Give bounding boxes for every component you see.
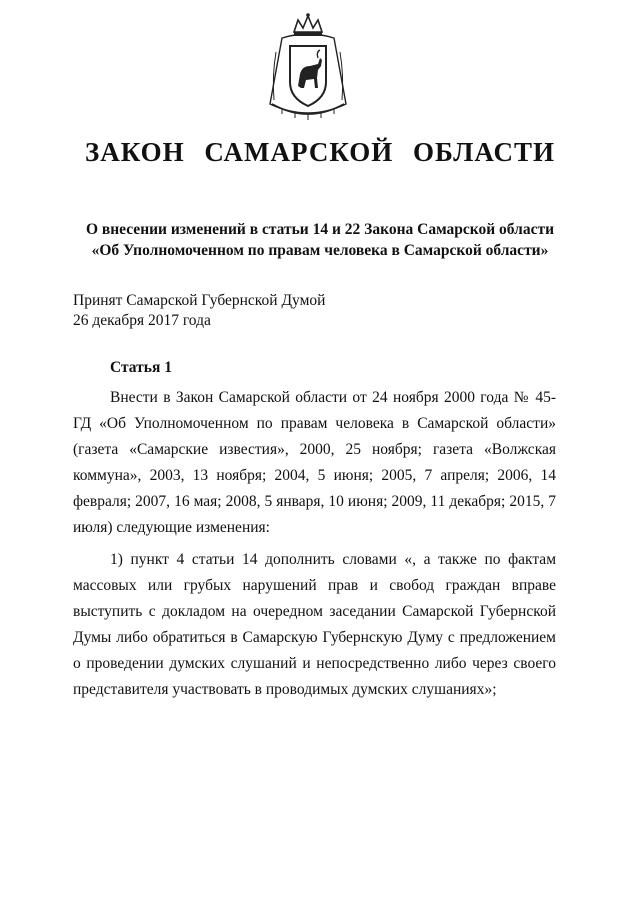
- subtitle-line-2: «Об Уполномоченном по правам человека в Самарской области»: [91, 242, 549, 259]
- law-subtitle: [60, 219, 580, 261]
- paragraph-1: Внести в Закон Самарской области от 24 ноября 2000 года № 45-ГД «Об Уполномоченном по правам человека в Самарской области» (газета «Самарские известия», 2000, 25 ноября; газета «Волжская коммуна», 2003, 13 ноября; 2004, 5 июня; 2005, 7 апреля; 2006, 14 февраля; 2007, 16 мая; 2008, 5 января, 10 июня; 2009, 11 декабря; 2015, 7 июля) следующие изменения:: [73, 389, 556, 536]
- law-title: ЗАКОН САМАРСКОЙ ОБЛАСТИ: [85, 137, 555, 167]
- adopted-by: Принят Самарской Губернской Думой: [73, 292, 326, 309]
- samara-coat-of-arms-icon: [262, 12, 354, 124]
- paragraph-2: 1) пункт 4 статьи 14 дополнить словами «, а также по фактам массовых или грубых нарушений прав и свобод граждан вправе выступить с докладом на очередном заседании Самарской Губернской Думы либо обратиться в Самарскую Губернскую Думу с предложением о проведении думских слушаний и непосредственно либо через своего представителя участвовать в проводимых думских слушаниях»;: [73, 551, 556, 698]
- article-body: [73, 385, 556, 703]
- adoption-note: [73, 291, 325, 331]
- subtitle-line-1: О внесении изменений в статьи 14 и 22 Закона Самарской области: [85, 221, 555, 238]
- article-heading: Статья 1: [110, 359, 172, 376]
- adopted-date: 26 декабря 2017 года: [73, 312, 211, 329]
